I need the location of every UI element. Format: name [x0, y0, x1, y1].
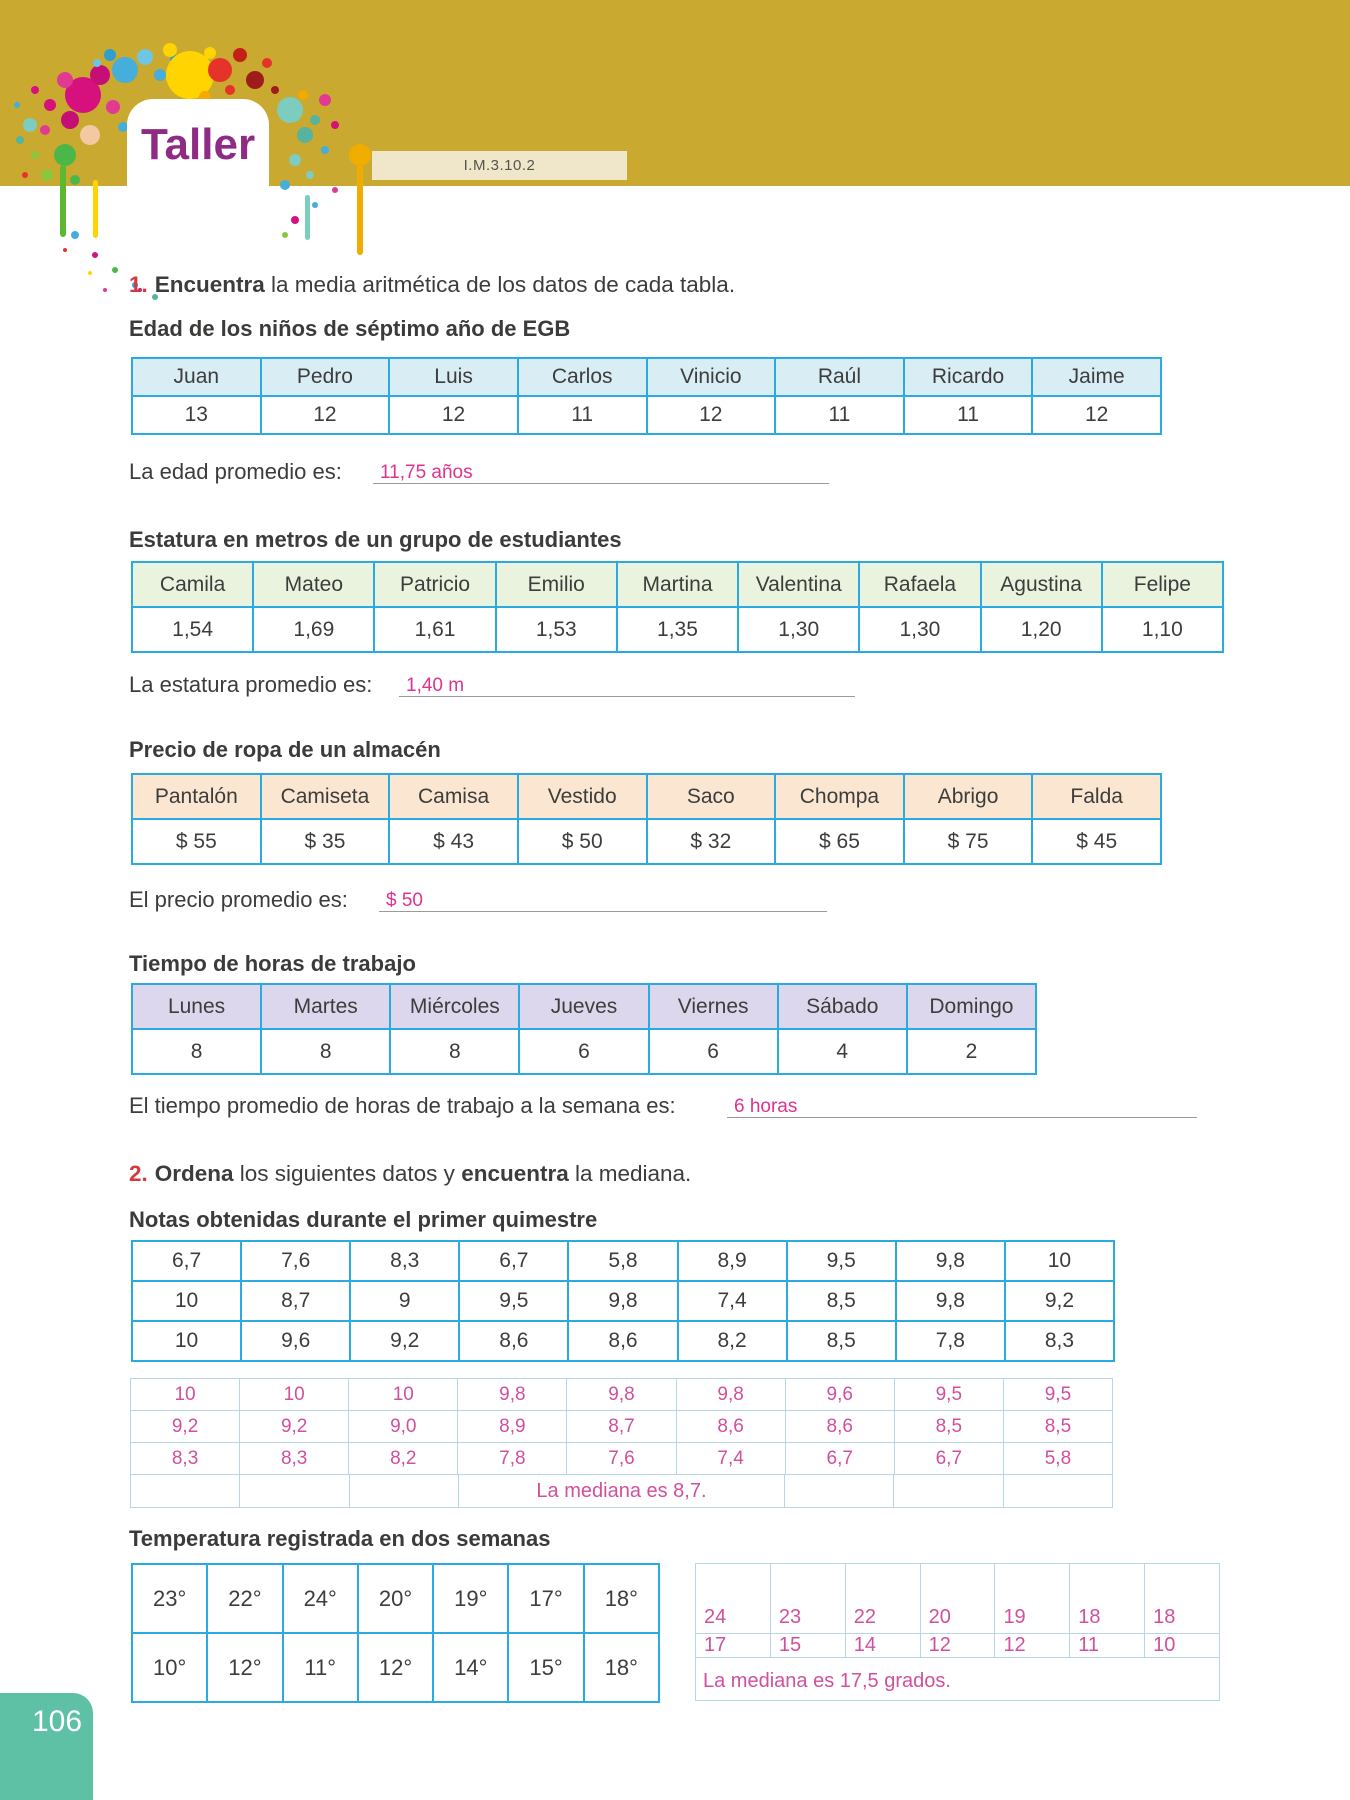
- table-row: [133, 397, 1160, 433]
- column-header-cell: Lunes: [133, 985, 262, 1028]
- title-card: [127, 99, 269, 213]
- column-header-cell: Chompa: [776, 775, 905, 818]
- table-cell: 9,5: [460, 1282, 569, 1320]
- table-cell: $ 55: [133, 820, 262, 863]
- table-cell: 7,4: [677, 1443, 786, 1474]
- table-cell: 6: [650, 1030, 779, 1073]
- table-cell: 8,6: [569, 1322, 678, 1360]
- table-cell: 9,8: [569, 1282, 678, 1320]
- table-cell: 1,10: [1141, 617, 1183, 641]
- table-cell: 14: [846, 1634, 921, 1657]
- table-cell: 15: [771, 1634, 846, 1657]
- table-cell: 1,35: [618, 608, 739, 651]
- table-cell: 8,5: [788, 1282, 897, 1320]
- table-cell: 10: [1047, 1249, 1072, 1272]
- table-row: [133, 1030, 1035, 1073]
- table-cell: 8,5: [1044, 1415, 1072, 1437]
- table-cell: 18°: [604, 1654, 638, 1680]
- table-cell: 8,2: [679, 1322, 788, 1360]
- table-cell: 15°: [509, 1634, 584, 1701]
- column-header-cell: Rafaela: [860, 563, 981, 606]
- table-cell: 7,6: [242, 1242, 351, 1280]
- table-cell: 13: [133, 397, 262, 433]
- table-cell: 8,6: [677, 1411, 786, 1442]
- table-cell: 6: [520, 1030, 649, 1073]
- table-row: [133, 1282, 1113, 1322]
- table-row: [696, 1564, 1219, 1634]
- notas-table-title: Notas obtenidas durante el primer quimestre: [129, 1207, 598, 1232]
- estatura-table: [131, 561, 1224, 653]
- table-cell: 8,5: [895, 1411, 1004, 1442]
- table-cell: [350, 1475, 459, 1507]
- column-header-cell: Saco: [648, 775, 777, 818]
- table-cell: 8,3: [240, 1443, 349, 1474]
- table-cell: 9,8: [897, 1282, 1006, 1320]
- table-cell: 18: [1153, 1606, 1176, 1628]
- table-cell: 17°: [509, 1565, 584, 1632]
- column-header-cell: Camila: [133, 563, 254, 606]
- table-cell: [785, 1475, 894, 1507]
- exercise2-text2: la mediana.: [568, 1161, 692, 1186]
- table-row: [696, 1634, 1219, 1658]
- column-header-cell: Viernes: [650, 985, 779, 1028]
- column-header-cell: Domingo: [908, 985, 1035, 1028]
- table-cell: 19°: [434, 1565, 509, 1632]
- table-cell: 12: [995, 1634, 1070, 1657]
- precio-answer-value: $ 50: [386, 890, 423, 911]
- temperatura-table: [131, 1563, 660, 1703]
- table-cell: $ 75: [905, 820, 1034, 863]
- table-cell: 6,7: [133, 1242, 242, 1280]
- curriculum-code-strip: [372, 151, 627, 180]
- table-cell: 10: [1153, 1634, 1176, 1656]
- table-row: [133, 1322, 1113, 1360]
- column-header-cell: Jueves: [520, 985, 649, 1028]
- estatura-table-title: Estatura en metros de un grupo de estudiantes: [129, 527, 622, 552]
- table-cell: 12: [262, 397, 391, 433]
- table-cell: 9,8: [567, 1379, 676, 1410]
- tiempo-answer-value: 6 horas: [734, 1096, 798, 1117]
- table-cell: 12°: [208, 1634, 283, 1701]
- temperatura-table-title: Temperatura registrada en dos semanas: [129, 1526, 551, 1551]
- table-cell: 9,5: [788, 1242, 897, 1280]
- column-header-cell: Falda: [1033, 775, 1160, 818]
- exercise2-instruction: [129, 1161, 691, 1187]
- table-cell: 18°: [604, 1585, 638, 1611]
- table-cell: [131, 1475, 240, 1507]
- estatura-answer-label: La estatura promedio es:: [129, 672, 373, 697]
- edad-answer-value: 11,75 años: [380, 462, 473, 483]
- table-cell: $ 65: [776, 820, 905, 863]
- page-number: 106: [32, 1705, 83, 1738]
- column-header-cell: Pedro: [262, 359, 391, 395]
- table-cell: 10: [133, 1322, 242, 1360]
- estatura-answer-field[interactable]: [399, 673, 855, 697]
- tiempo-answer-label: El tiempo promedio de horas de trabajo a la semana es:: [129, 1093, 676, 1118]
- table-cell: $ 43: [390, 820, 519, 863]
- table-row: [131, 1411, 1112, 1443]
- edad-answer-field[interactable]: [373, 460, 829, 484]
- column-header-cell: Pantalón: [133, 775, 262, 818]
- table-cell: 10: [133, 1282, 242, 1320]
- table-cell: 8,6: [786, 1411, 895, 1442]
- table-cell: 10: [240, 1379, 349, 1410]
- table-cell: 6,7: [786, 1443, 895, 1474]
- table-cell: 11: [519, 397, 648, 433]
- table-cell: 8,6: [460, 1322, 569, 1360]
- column-header-cell: Carlos: [519, 359, 648, 395]
- precio-answer-label: El precio promedio es:: [129, 887, 348, 912]
- table-cell: 8,3: [131, 1443, 240, 1474]
- column-header-cell: Valentina: [739, 563, 860, 606]
- table-cell: 12: [1085, 403, 1109, 426]
- table-cell: 1,61: [375, 608, 496, 651]
- table-cell: 11: [1070, 1634, 1145, 1657]
- page-number-tab: [0, 1693, 93, 1800]
- table-cell: 9: [351, 1282, 460, 1320]
- table-row: [133, 1565, 658, 1634]
- table-cell: 5,8: [569, 1242, 678, 1280]
- table-cell: 7,8: [458, 1443, 567, 1474]
- table-cell: 23: [771, 1564, 846, 1633]
- notas-answer-table[interactable]: [130, 1378, 1113, 1508]
- precio-table: [131, 773, 1162, 865]
- exercise1-number: 1.: [129, 272, 148, 297]
- table-row: [131, 1443, 1112, 1474]
- table-cell: 9,2: [1044, 1289, 1075, 1312]
- table-cell: 9,6: [242, 1322, 351, 1360]
- table-row: [131, 1379, 1112, 1411]
- table-cell: $ 50: [519, 820, 648, 863]
- table-cell: 8: [133, 1030, 262, 1073]
- table-cell: 2: [965, 1039, 978, 1063]
- table-cell: 11: [776, 397, 905, 433]
- exercise1-text: la media aritmética de los datos de cada tabla.: [264, 272, 736, 297]
- table-cell: 12: [390, 397, 519, 433]
- table-cell: 1,53: [497, 608, 618, 651]
- table-cell: 23°: [133, 1565, 208, 1632]
- table-cell: 9,5: [1044, 1383, 1072, 1405]
- table-cell: 11°: [284, 1634, 359, 1701]
- column-header-cell: Emilio: [497, 563, 618, 606]
- edad-table-title: Edad de los niños de séptimo año de EGB: [129, 316, 571, 341]
- table-cell: 9,8: [677, 1379, 786, 1410]
- temperatura-answer-table[interactable]: [695, 1563, 1220, 1701]
- column-header-cell: Miércoles: [391, 985, 520, 1028]
- table-cell: 10: [131, 1379, 240, 1410]
- column-header-cell: Martina: [618, 563, 739, 606]
- table-cell: 19: [995, 1564, 1070, 1633]
- table-cell: 9,5: [895, 1379, 1004, 1410]
- column-header-cell: Juan: [133, 359, 262, 395]
- table-cell: 9,0: [349, 1411, 458, 1442]
- column-header-cell: Patricio: [375, 563, 496, 606]
- column-header-cell: Martes: [262, 985, 391, 1028]
- table-cell: 8: [391, 1030, 520, 1073]
- column-header-cell: Camisa: [390, 775, 519, 818]
- tiempo-table: [131, 983, 1037, 1075]
- table-cell: 20°: [359, 1565, 434, 1632]
- table-cell: [894, 1475, 1003, 1507]
- table-cell: 8,7: [567, 1411, 676, 1442]
- table-cell: 6,7: [460, 1242, 569, 1280]
- table-cell: 22: [846, 1564, 921, 1633]
- table-cell: 9,6: [786, 1379, 895, 1410]
- table-cell: $ 45: [1076, 829, 1118, 853]
- table-cell: 8,9: [679, 1242, 788, 1280]
- table-cell: 8,7: [242, 1282, 351, 1320]
- table-cell: 12°: [359, 1634, 434, 1701]
- notas-table: [131, 1240, 1115, 1362]
- curriculum-code: I.M.3.10.2: [463, 157, 536, 174]
- table-cell: 12: [921, 1634, 996, 1657]
- table-cell: [1004, 1475, 1112, 1507]
- table-cell: 14°: [434, 1634, 509, 1701]
- table-cell: $ 32: [648, 820, 777, 863]
- column-header-cell: Ricardo: [905, 359, 1034, 395]
- table-row: [133, 608, 1222, 651]
- table-cell: 10°: [133, 1634, 208, 1701]
- table-cell: 9,8: [458, 1379, 567, 1410]
- tiempo-table-title: Tiempo de horas de trabajo: [129, 951, 416, 976]
- table-cell: 7,6: [567, 1443, 676, 1474]
- table-cell: 8: [262, 1030, 391, 1073]
- exercise2-number: 2.: [129, 1161, 148, 1186]
- column-header-cell: Vestido: [519, 775, 648, 818]
- table-cell: 8,3: [1044, 1329, 1075, 1352]
- table-row: [133, 1242, 1113, 1282]
- exercise1-instruction: [129, 272, 735, 298]
- precio-table-title: Precio de ropa de un almacén: [129, 737, 441, 762]
- table-cell: 5,8: [1044, 1447, 1072, 1469]
- column-header-cell: Abrigo: [905, 775, 1034, 818]
- column-header-cell: Vinicio: [648, 359, 777, 395]
- column-header-cell: Sábado: [779, 985, 908, 1028]
- page-title: Taller: [140, 120, 256, 169]
- table-cell: 11: [905, 397, 1034, 433]
- table-cell: 17: [696, 1634, 771, 1657]
- table-cell: 4: [779, 1030, 908, 1073]
- exercise2-verb1: Ordena: [154, 1161, 234, 1186]
- column-header-cell: Luis: [390, 359, 519, 395]
- edad-table: [131, 357, 1162, 435]
- table-cell: 9,2: [351, 1322, 460, 1360]
- table-cell: 9,2: [131, 1411, 240, 1442]
- table-row: [133, 1634, 658, 1701]
- table-cell: 8,9: [458, 1411, 567, 1442]
- table-cell: 8,5: [788, 1322, 897, 1360]
- table-row: [133, 820, 1160, 863]
- table-cell: 24°: [284, 1565, 359, 1632]
- notas-answer-footer-row: [131, 1474, 1112, 1507]
- table-cell: 22°: [208, 1565, 283, 1632]
- table-header-row: [133, 985, 1035, 1030]
- table-cell: $ 35: [262, 820, 391, 863]
- table-cell: 8,2: [349, 1443, 458, 1474]
- column-header-cell: Agustina: [982, 563, 1103, 606]
- precio-answer-field[interactable]: [379, 888, 827, 912]
- table-cell: 9,8: [897, 1242, 1006, 1280]
- table-cell: 18: [1070, 1564, 1145, 1633]
- temperatura-median-note: La mediana es 17,5 grados.: [703, 1670, 951, 1692]
- notas-answer-rows: [131, 1379, 1112, 1474]
- column-header-cell: Felipe: [1103, 563, 1222, 606]
- column-header-cell: Camiseta: [262, 775, 391, 818]
- table-header-row: [133, 563, 1222, 608]
- exercise1-verb: Encuentra: [154, 272, 265, 297]
- table-cell: 10: [349, 1379, 458, 1410]
- table-cell: 24: [696, 1564, 771, 1633]
- table-cell: 1,20: [982, 608, 1103, 651]
- exercise2-verb2: encuentra: [461, 1161, 569, 1186]
- table-cell: 20: [921, 1564, 996, 1633]
- table-cell: 8,3: [351, 1242, 460, 1280]
- column-header-cell: Mateo: [254, 563, 375, 606]
- table-cell: 7,4: [679, 1282, 788, 1320]
- column-header-cell: Jaime: [1033, 359, 1160, 395]
- table-header-row: [133, 359, 1160, 397]
- table-header-row: [133, 775, 1160, 820]
- table-cell: 7,8: [897, 1322, 1006, 1360]
- table-cell: 9,2: [240, 1411, 349, 1442]
- estatura-answer-value: 1,40 m: [406, 675, 465, 696]
- table-cell: [240, 1475, 349, 1507]
- column-header-cell: Raúl: [776, 359, 905, 395]
- table-cell: 1,30: [860, 608, 981, 651]
- edad-answer-label: La edad promedio es:: [129, 459, 342, 484]
- tiempo-answer-field[interactable]: [727, 1094, 1197, 1118]
- table-cell: 12: [648, 397, 777, 433]
- table-cell: 1,69: [254, 608, 375, 651]
- notas-median-note: La mediana es 8,7.: [459, 1475, 785, 1507]
- table-cell: 1,30: [739, 608, 860, 651]
- table-cell: 6,7: [895, 1443, 1004, 1474]
- table-cell: 1,54: [133, 608, 254, 651]
- exercise2-text1: los siguientes datos y: [233, 1161, 462, 1186]
